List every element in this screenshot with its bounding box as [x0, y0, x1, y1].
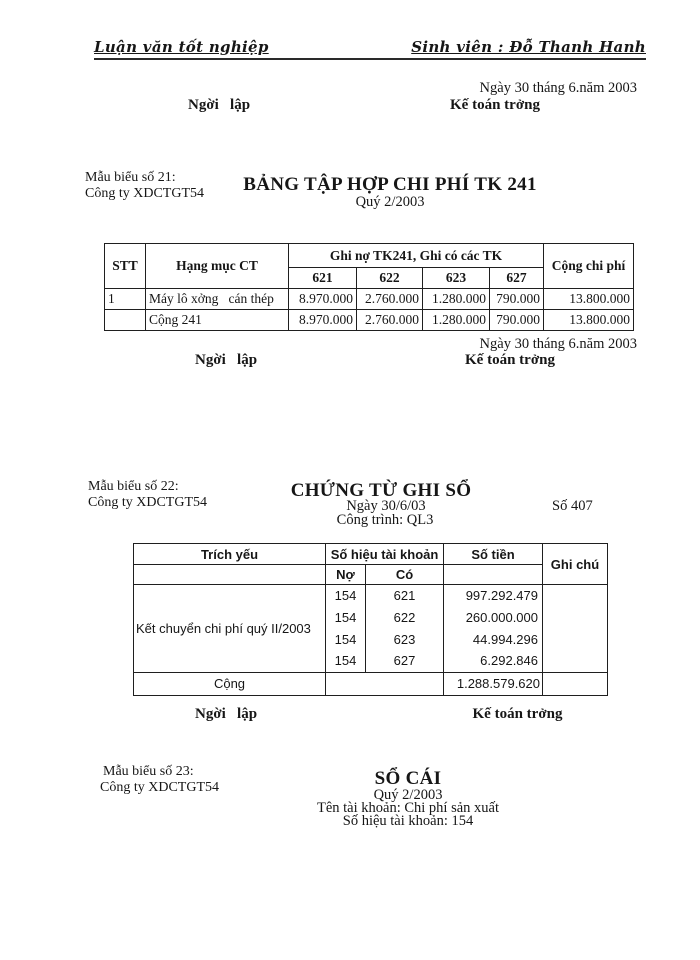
cell-623: 1.280.000 [423, 310, 490, 331]
cell-note [543, 585, 608, 673]
col-header-group: Ghi nợ TK241, Ghi có các TK [289, 244, 544, 268]
cell-stt: 1 [105, 289, 146, 310]
empty-cell [543, 673, 608, 696]
cell-621: 8.970.000 [289, 310, 357, 331]
credit-value: 622 [393, 609, 416, 625]
col-header-account: Số hiệu tài khoản [326, 544, 444, 565]
col-header-credit: Có [366, 565, 444, 585]
cell-description: Kết chuyển chi phí quý II/2003 [134, 585, 326, 673]
col-header-627: 627 [490, 268, 544, 289]
cell-stt [105, 310, 146, 331]
cell-credit-accounts [366, 585, 444, 673]
table-row [105, 289, 634, 310]
student-name-text: Sinh viên : Đỗ Thanh Hanh [411, 38, 646, 56]
cell-debit-accounts [326, 585, 366, 673]
col-header-debit: Nợ [326, 565, 366, 585]
table-row [105, 310, 634, 331]
col-header-amount: Số tiền [444, 544, 543, 565]
ledger-account-name: Tên tài khoản: Chi phí sản xuất [316, 800, 500, 816]
voucher-date: Ngày 30/6/03 [346, 498, 426, 514]
amount-value: 997.292.479 [465, 588, 538, 604]
debit-value: 154 [334, 609, 357, 625]
col-header-total: Cộng chi phí [544, 244, 634, 289]
preparer-label-bottom: Ngời lập [195, 706, 258, 722]
amount-value: 6.292.846 [480, 653, 538, 669]
cell-amounts [444, 585, 543, 673]
total-label: Cộng [134, 673, 326, 696]
col-header-stt: STT [105, 244, 146, 289]
col-header-item: Hạng mục CT [146, 244, 289, 289]
voucher-total-row [134, 673, 608, 696]
cell-621: 8.970.000 [289, 289, 357, 310]
empty-cell [326, 673, 444, 696]
amount-value: 260.000.000 [465, 609, 538, 625]
company-name-21: Công ty XDCTGT54 [85, 186, 204, 201]
sign-date-top: Ngày 30 tháng 6.năm 2003 [479, 80, 637, 96]
col-header-621: 621 [289, 268, 357, 289]
cell-622: 2.760.000 [357, 289, 423, 310]
voucher-table [133, 543, 608, 696]
company-name-22: Công ty XDCTGT54 [88, 495, 207, 510]
page-header [94, 38, 646, 60]
credit-value: 627 [393, 653, 416, 669]
col-header-623: 623 [423, 268, 490, 289]
voucher-number: Số 407 [552, 498, 593, 514]
cell-item-name: Cộng 241 [146, 310, 289, 331]
voucher-title: CHỨNG TỪ GHI SỔ [290, 480, 472, 501]
table-21-title: BẢNG TẬP HỢP CHI PHÍ TK 241 [243, 174, 537, 195]
empty-cell [444, 565, 543, 585]
preparer-label-top: Ngời lập [188, 97, 251, 113]
total-amount: 1.288.579.620 [444, 673, 543, 696]
sign-date-mid: Ngày 30 tháng 6.năm 2003 [479, 336, 637, 352]
debit-value: 154 [334, 588, 357, 604]
ledger-subtitle: Quý 2/2003 [373, 787, 443, 803]
cell-622: 2.760.000 [357, 310, 423, 331]
voucher-project: Công trình: QL3 [336, 512, 434, 528]
cell-total: 13.800.000 [544, 289, 634, 310]
credit-value: 621 [393, 588, 416, 604]
empty-cell [134, 565, 326, 585]
form-label-22: Mẫu biểu số 22: [88, 479, 179, 494]
company-name-23: Công ty XDCTGT54 [100, 780, 219, 795]
chief-accountant-label-top: Kế toán trởng [450, 97, 540, 113]
col-header-622: 622 [357, 268, 423, 289]
credit-value: 623 [393, 631, 416, 647]
cell-item-name: Máy lô xởng cán thép [146, 289, 289, 310]
ledger-title: SỔ CÁI [374, 768, 442, 789]
cell-total: 13.800.000 [544, 310, 634, 331]
debit-value: 154 [334, 631, 357, 647]
chief-accountant-label-mid: Kế toán trởng [465, 352, 555, 368]
debit-value: 154 [334, 653, 357, 669]
cell-627: 790.000 [490, 289, 544, 310]
amount-value: 44.994.296 [472, 631, 538, 647]
cost-summary-table [104, 243, 634, 331]
thesis-title-text: Luận văn tốt nghiệp [94, 38, 269, 56]
form-label-21: Mẫu biểu số 21: [85, 170, 176, 185]
cell-627: 790.000 [490, 310, 544, 331]
voucher-entries-row [134, 585, 608, 673]
cell-623: 1.280.000 [423, 289, 490, 310]
col-header-desc: Trích yếu [134, 544, 326, 565]
ledger-account-number: Số hiệu tài khoản: 154 [342, 813, 474, 829]
chief-accountant-label-bottom: Kế toán trởng [472, 706, 563, 722]
preparer-label-mid: Ngời lập [195, 352, 258, 368]
form-label-23: Mẫu biểu số 23: [103, 764, 194, 779]
col-header-note: Ghi chú [543, 544, 608, 585]
table-21-subtitle: Quý 2/2003 [355, 194, 425, 210]
